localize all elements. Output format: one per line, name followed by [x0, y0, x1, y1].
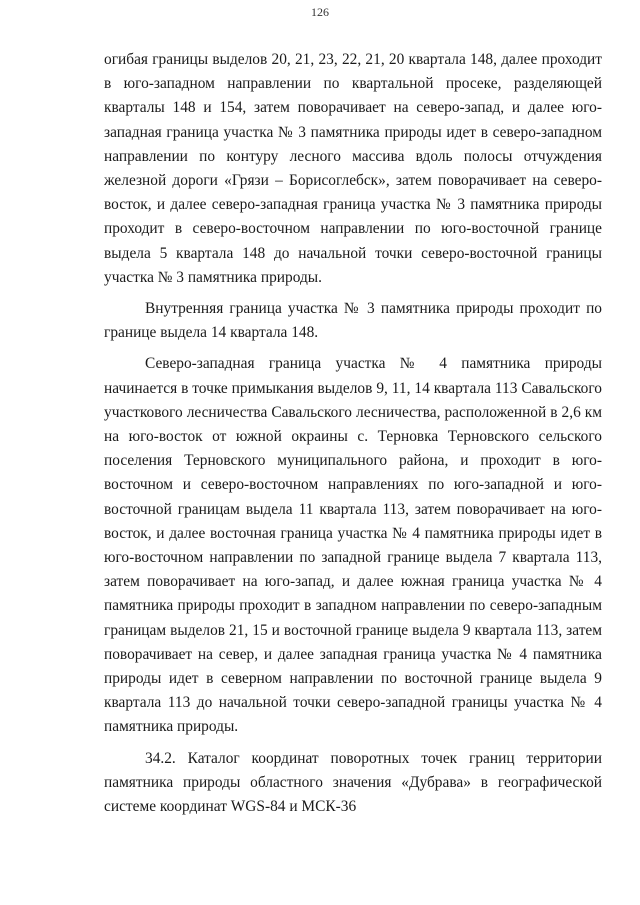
paragraph-continuation: огибая границы выделов 20, 21, 23, 22, 21, 20 квартала 148, далее проходит в юго-западном направлении по квартальной просеке, разделяющей кварталы 148 и 154, затем поворачивает на северо-запад, и далее юго-западная граница участка № 3 памятника природы идет в северо-западном направлении по контуру лесного массива вдоль полосы отчуждения железной дороги «Грязи – Борисоглебск», затем поворачивает на северо-восток, и далее северо-западная граница участка № 3 памятника природы проходит в северо-восточном направлении по юго-восточной границе выдела 5 квартала 148 до начальной точки северо-восточной границы участка № 3 памятника природы.: [104, 51, 602, 286]
paragraph-inner-boundary: Внутренняя граница участка № 3 памятника природы проходит по границе выдела 14 квартала 148.: [104, 300, 602, 342]
page-number: 126: [311, 5, 329, 19]
paragraph-site-4-boundary: Северо-западная граница участка № 4 памятника природы начинается в точке примыкания выделов 9, 11, 14 квартала 113 Савальского участкового лесничества Савальского лесничества, расположенной в 2,6 км на юго-восток от южной окраины с. Терновка Терновского сельского поселения Терновского муниципального района, и проходит в юго-восточном и северо-восточном направлениях по юго-западной и юго-восточной границам выдела 11 квартала 113, затем поворачивает на юго-восток, и далее восточная граница участка № 4 памятника природы идет в юго-восточном направлении по западной границе выдела 7 квартала 113, затем поворачивает на юго-запад, и далее южная граница участка № 4 памятника природы проходит в западном направлении по северо-западным границам выделов 21, 15 и восточной границе выдела 9 квартала 113, затем поворачивает на север, и далее западная граница участка № 4 памятника природы идет в северном направлении по восточной границе выдела 9 квартала 113 до начальной точки северо-западной границы участка № 4 памятника природы.: [104, 355, 602, 736]
section-heading-34-2: 34.2. Каталог координат поворотных точек границ территории памятника природы областного значения «Дубрава» в географической системе координат WGS-84 и МСК-36: [104, 749, 602, 816]
body-text: [104, 48, 602, 819]
